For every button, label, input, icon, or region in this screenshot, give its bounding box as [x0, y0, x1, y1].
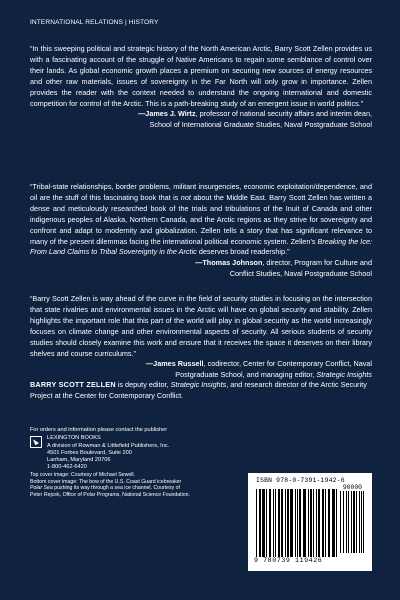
publisher-block [30, 435, 230, 471]
publisher-logo-icon [30, 436, 42, 448]
barcode-bar [273, 489, 274, 557]
endorser-title: , professor of national security affairs and interim dean, [195, 109, 372, 119]
barcode-bar [351, 491, 352, 553]
endorsement-text: “In this sweeping political and strategic history of the North American Arctic, Barry Scott Zellen provides us with a fascinating account of the struggle of Native Americans to regain some semblance of control over their lands. As global economic growth places a premium on securing new sources of energy resources and other raw materials, issues of sovereignty in the Far North will only grow in importance. Zellen provides the reader with the context needed to understand the ongoing international and domestic competition for control of the Arctic. This is a path-breaking study of an emergent issue in world politics.” [30, 44, 372, 108]
barcode-bar [361, 491, 362, 553]
barcode-bar [325, 489, 326, 557]
barcode-bar [328, 489, 330, 557]
barcode-bar [343, 491, 344, 553]
barcode-bar [262, 489, 265, 557]
author-name: BARRY SCOTT ZELLEN [30, 380, 116, 389]
category-label: INTERNATIONAL RELATIONS | HISTORY [30, 19, 159, 26]
endorser-affiliation: School of International Graduate Studies, Naval Postgraduate School [149, 120, 372, 130]
publisher-name: LEXINGTON BOOKS [47, 435, 101, 442]
credit-bottom-line1: Bottom cover image: The bow of the U.S. Coast Guard icebreaker [30, 478, 182, 485]
endorsement-johnson [30, 182, 372, 280]
credit-text: pushing its way through a sea ice channel. Courtesy of [52, 485, 180, 492]
orders-intro: For orders and information please contact the publisher [30, 427, 168, 433]
endorser-title: , codirector, Center for Contemporary Conflict, Naval [203, 359, 372, 369]
endorsement-text-part: about the Middle East. Barry Scott Zellen has written a dense and meticulously researched book of the trials and tribulations of the Inuit of Canada and other indigenous peoples of Alaska, Northern Canada, and the Arctic regions as they strive for sovereignty and confront and adapt to modernity and globalization. Zellen tells a story that has significant relevance to many of the present dilemmas facing the international political economic system. Zellen’s [30, 192, 372, 246]
publisher-street: 4501 Forbes Boulevard, Suite 200 [47, 449, 132, 456]
barcode-bar [287, 489, 289, 557]
barcode-bar [303, 489, 306, 557]
barcode-bar [316, 489, 317, 557]
barcode-bar [346, 491, 347, 553]
author-bio-text: is deputy editor, [115, 380, 171, 389]
endorsement-text: “Barry Scott Zellen is way ahead of the curve in the field of security studies in focusing on the intersection that state rivalries and environmental issues in the Arctic will have on global security and stability. Zellen highlights the important role that this part of the world will play in global security as the world increasingly focuses on climate change and other environmental aspects of security. All serious students of security studies should closely examine this work and ensure that it receives the space it deserves on their library shelves and course curriculums.” [30, 294, 372, 358]
publisher-address [47, 435, 169, 471]
barcode-bar [278, 489, 280, 557]
barcode-bar [285, 489, 286, 557]
publisher-info [30, 427, 230, 498]
barcode-bar [318, 489, 320, 557]
endorsement-text-emphasis: not [180, 192, 191, 202]
endorsement-russell [30, 294, 372, 381]
barcode-bar [308, 489, 309, 557]
endorser-title: , director, Program for Culture and [262, 258, 372, 268]
publisher-phone: 1-800-462-6420 [47, 464, 87, 471]
endorsement-text-part: deserves broad readership.” [196, 247, 290, 257]
barcode-bar [275, 489, 276, 557]
publisher-division: A division of Rowman & Littlefield Publishers, Inc. [47, 442, 170, 449]
barcode-bar [332, 489, 335, 557]
barcode-number: 9 780739 119426 [254, 557, 323, 564]
endorsement-attribution [30, 258, 372, 280]
barcode-bar [299, 489, 301, 557]
endorser-name: —James J. Wirtz [138, 109, 196, 119]
barcode-bar [269, 489, 271, 557]
credit-bottom-line3: Peter Rejcek, Office of Polar Programs, National Science Foundation. [30, 491, 190, 498]
barcode-bar [353, 491, 355, 553]
endorsement-text-part: “Tribal-state relationships, border problems, militant insurgencies, economic exploitation/dependence, and oil are the stuff of this fascinating book that is [30, 182, 372, 202]
barcode-bar [356, 491, 357, 553]
barcode-bar [336, 489, 337, 557]
barcode-bar [322, 489, 324, 557]
barcode-bar [297, 489, 298, 557]
endorsement-wirtz [30, 44, 372, 131]
barcode-bar [348, 491, 349, 553]
barcode-bar [310, 489, 312, 557]
endorser-name: —James Russell [145, 359, 204, 369]
isbn-label: ISBN 978-0-7391-1942-6 [256, 477, 345, 484]
endorser-affiliation-text: Postgraduate School, and managing editor, [175, 370, 317, 380]
barcode-icon [256, 489, 338, 557]
endorsement-text [30, 182, 372, 258]
publication-title: Strategic Insights [170, 380, 227, 389]
publication-title: Strategic Insights [316, 370, 372, 380]
author-bio-text: , and research director of the Arctic Security Project at the Center for Contemporary Conflict. [30, 380, 367, 400]
barcode-bar [256, 489, 257, 557]
barcode-bar [363, 491, 364, 553]
endorser-affiliation: Conflict Studies, Naval Postgraduate School [229, 269, 372, 279]
image-credits [30, 472, 230, 498]
endorsement-attribution [30, 109, 372, 131]
credit-top: Top cover image: Courtesy of Michael Sewell. [30, 472, 135, 479]
barcode-bar [290, 489, 293, 557]
endorsement-attribution [30, 359, 372, 381]
author-bio [30, 380, 372, 402]
book-title-reference: Breaking the Ice: From Land Claims to Tribal Sovereignty in the Arctic [30, 236, 372, 257]
endorser-name: —Thomas Johnson [195, 258, 263, 268]
barcode-addon-icon [340, 491, 366, 553]
publisher-city: Lanham, Maryland 20706 [47, 457, 111, 464]
barcode-bar [259, 489, 261, 557]
barcode-bar [313, 489, 314, 557]
barcode-bar [340, 491, 341, 553]
barcode-bar [359, 491, 360, 553]
ship-name: Polar Sea [30, 485, 53, 492]
barcode-panel [248, 473, 372, 571]
barcode-bar [281, 489, 283, 557]
price-code: 90000 [342, 484, 362, 491]
barcode-bar [266, 489, 267, 557]
barcode-bar [295, 489, 296, 557]
